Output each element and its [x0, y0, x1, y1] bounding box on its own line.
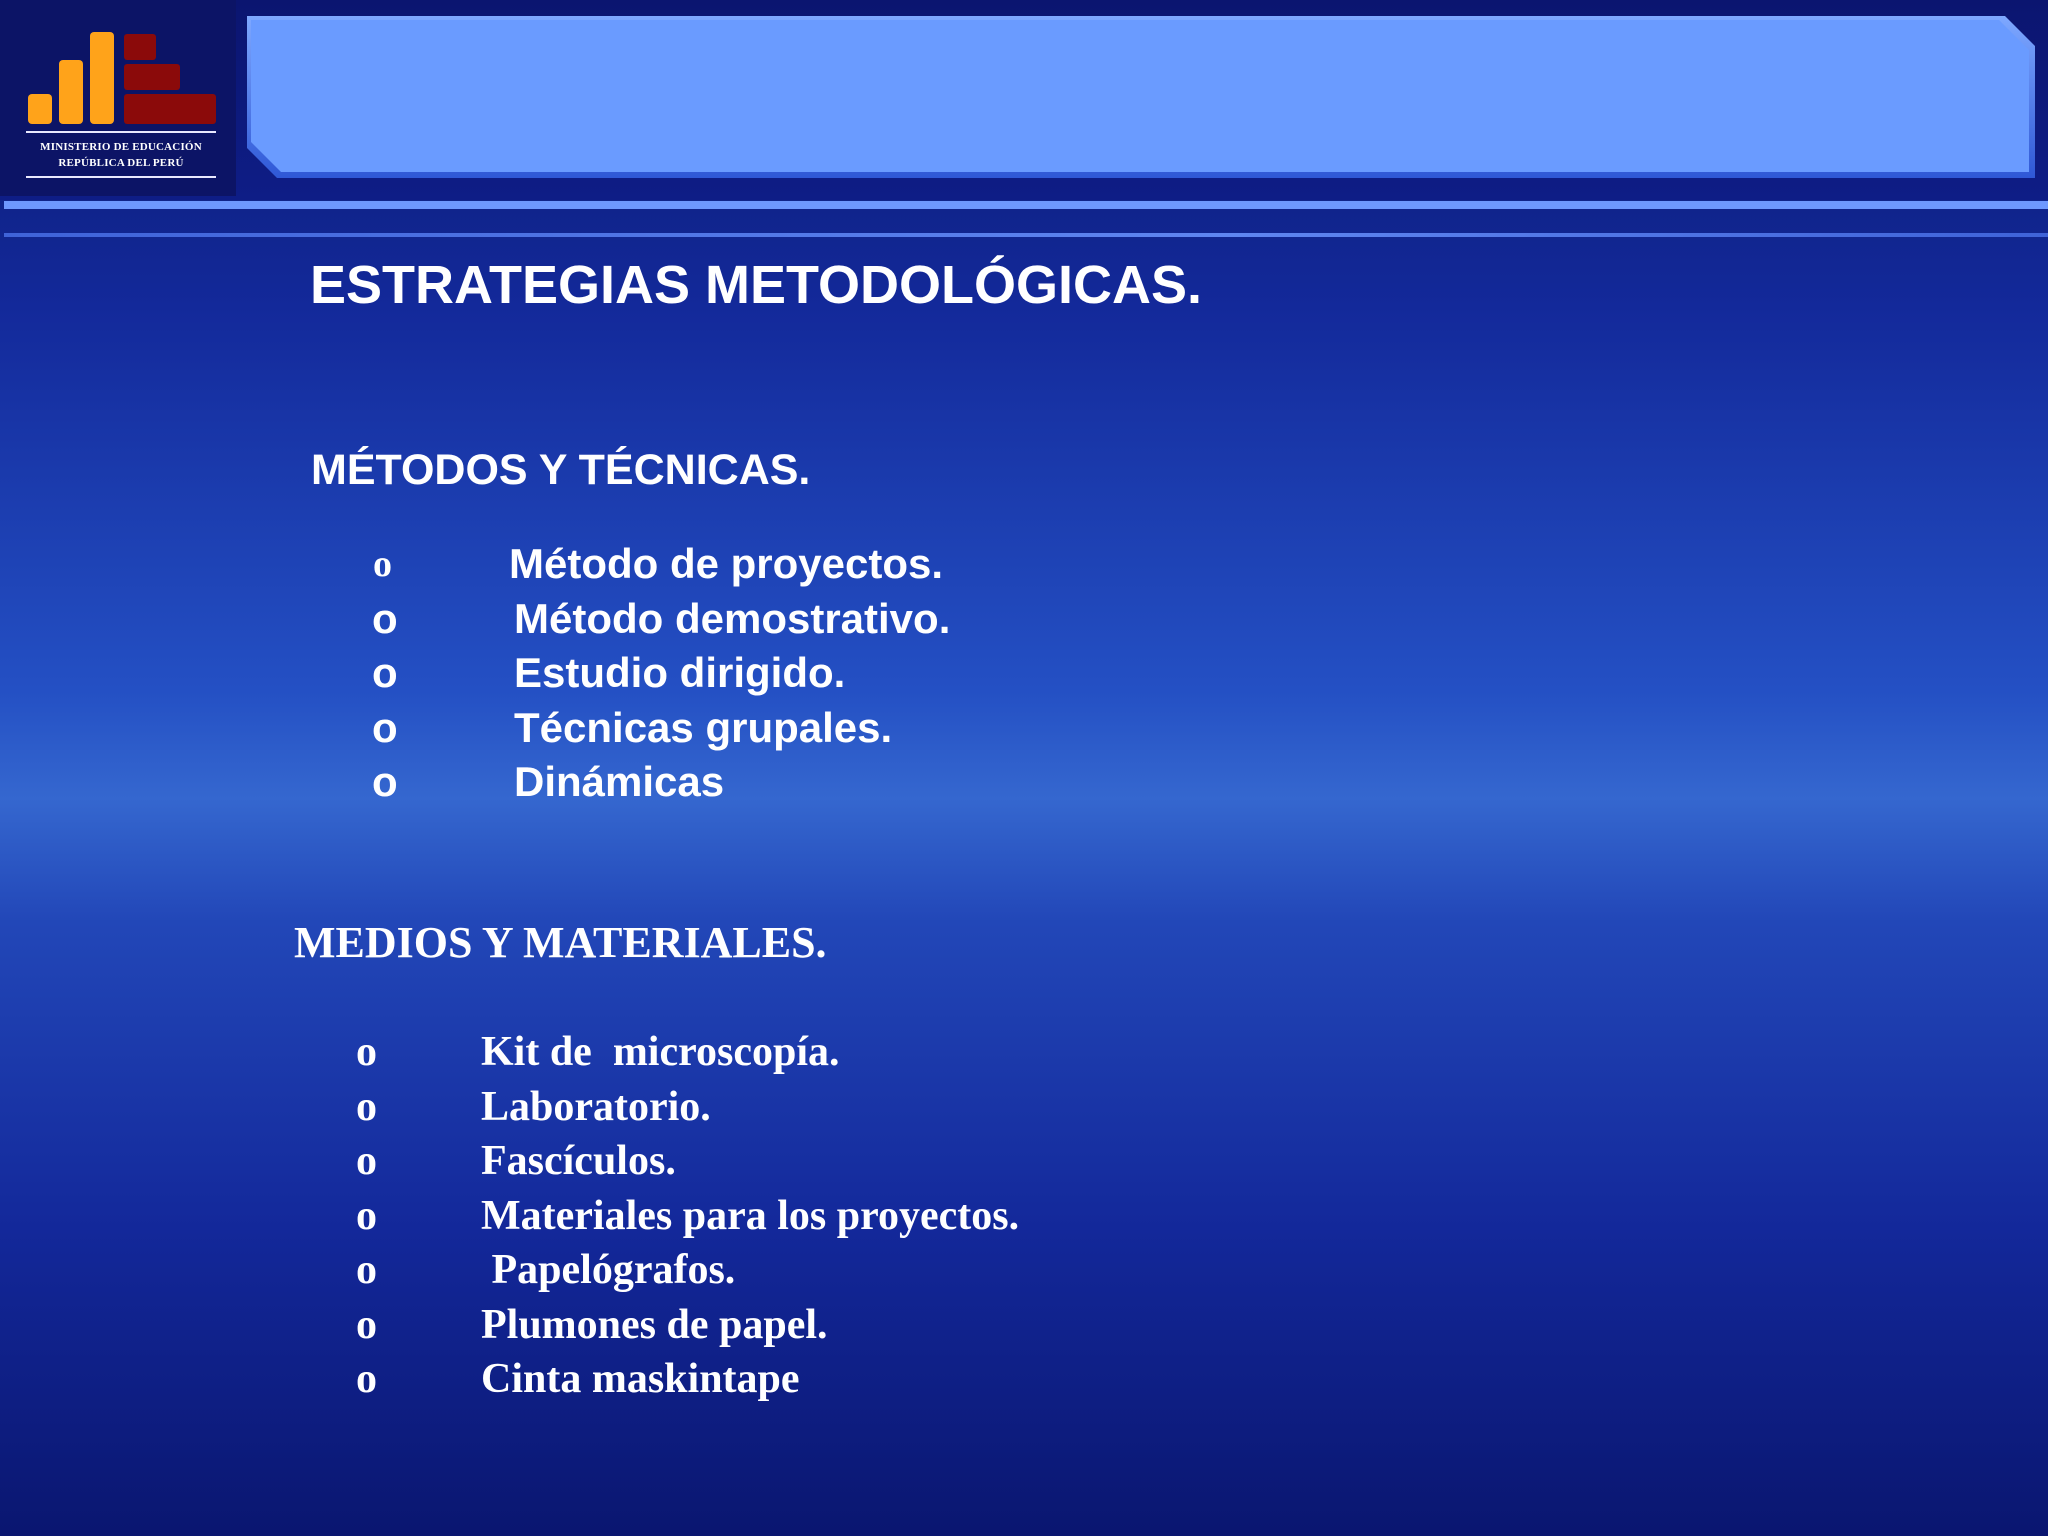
bullet: o: [372, 703, 398, 751]
list-item-label: Fascículos.: [481, 1138, 676, 1184]
slide-title: ESTRATEGIAS METODOLÓGICAS.: [310, 255, 1203, 315]
list-item-label: Técnicas grupales.: [514, 703, 893, 751]
header-divider: [4, 201, 2048, 209]
bullet: o: [373, 543, 392, 585]
header-divider-thin: [4, 233, 2048, 237]
bullet: o: [356, 1356, 377, 1402]
list-item-label: Método de proyectos.: [509, 540, 944, 587]
bullet: o: [356, 1247, 377, 1293]
bullet: o: [372, 758, 398, 805]
bar-chart-logo-icon: [26, 30, 220, 126]
list-item-label: Dinámicas: [514, 758, 725, 805]
list-item-label: Materiales para los proyectos.: [481, 1192, 1020, 1239]
logo-rule-bottom: [26, 176, 216, 178]
list-item-label: Laboratorio.: [481, 1083, 711, 1130]
bullet: o: [356, 1301, 377, 1348]
materials-heading: MEDIOS Y MATERIALES.: [294, 918, 827, 967]
bullet: o: [356, 1029, 377, 1075]
logo-text-country: REPÚBLICA DEL PERÚ: [58, 157, 184, 169]
list-item-label: Cinta maskintape: [481, 1356, 800, 1402]
list-item-label: Kit de microscopía.: [481, 1029, 840, 1075]
bullet: o: [372, 649, 398, 696]
logo-text-ministry: MINISTERIO DE EDUCACIÓN: [40, 141, 202, 153]
list-item-label: Plumones de papel.: [481, 1301, 828, 1348]
bullet: o: [356, 1192, 377, 1239]
bullet: o: [356, 1083, 377, 1130]
list-item-label: Estudio dirigido.: [514, 649, 846, 696]
logo-rule-top: [26, 131, 216, 133]
list-item-label: Papelógrafos.: [481, 1247, 736, 1293]
title-placeholder-box: [243, 12, 2039, 182]
bullet: o: [372, 594, 398, 642]
bullet: o: [356, 1138, 377, 1184]
ministry-logo: [0, 0, 236, 196]
list-item-label: Método demostrativo.: [514, 594, 951, 642]
methods-heading: MÉTODOS Y TÉCNICAS.: [311, 446, 811, 494]
